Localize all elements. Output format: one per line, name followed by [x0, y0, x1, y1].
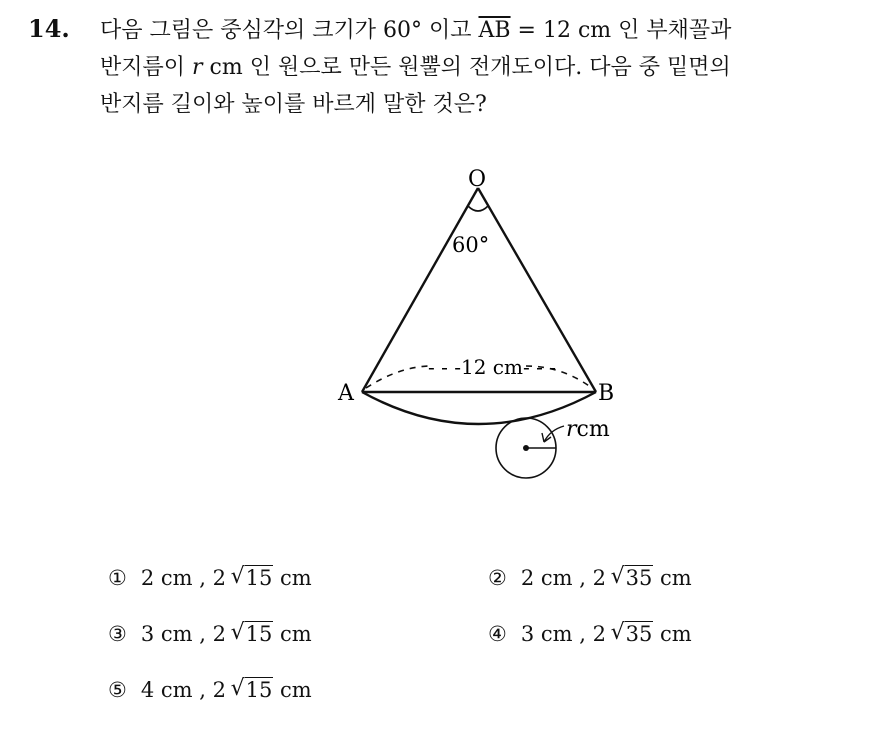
choice-radius: 3 cm , 2 — [520, 622, 606, 646]
radicand: 35 — [625, 622, 653, 646]
question-line-2 — [100, 49, 870, 86]
choice-row-1 — [108, 566, 868, 622]
sector-arc — [362, 392, 596, 424]
choice-radius: 2 cm , 2 — [520, 566, 606, 590]
radicand: 15 — [245, 566, 273, 590]
segment-ab: $\overline{AB}$ — [478, 18, 511, 43]
choice-unit: cm — [660, 622, 692, 646]
question-line-1-b: = 12 cm 인 부채꼴과 — [510, 18, 732, 43]
question-text — [100, 12, 870, 123]
radicand: 35 — [625, 566, 653, 590]
choice-radius: 3 cm , 2 — [140, 622, 226, 646]
question-number: 14. — [28, 14, 70, 43]
cone-net-figure — [300, 160, 640, 500]
choice-mark: ③ — [108, 622, 127, 646]
choice-mark: ② — [488, 566, 507, 590]
choice-mark: ④ — [488, 622, 507, 646]
angle-arc — [468, 206, 488, 211]
sqrt-expression — [613, 566, 654, 590]
choice-row-2 — [108, 622, 868, 678]
choice-mark: ⑤ — [108, 678, 127, 702]
choice-row-3 — [108, 678, 868, 734]
variable-r: r — [192, 55, 203, 80]
question-line-1 — [100, 12, 870, 49]
choice-unit: cm — [280, 566, 312, 590]
radius-label — [566, 417, 610, 442]
question-line-2-a: 반지름이 — [100, 55, 193, 80]
choice-radius: 2 cm , 2 — [140, 566, 226, 590]
choice-5[interactable] — [108, 678, 312, 702]
choice-unit: cm — [280, 678, 312, 702]
radicand: 15 — [245, 678, 273, 702]
choice-3[interactable] — [108, 622, 312, 646]
angle-label: 60° — [452, 233, 490, 257]
question-line-1-a: 다음 그림은 중심각의 크기가 60° 이고 — [100, 18, 479, 43]
choice-4[interactable] — [488, 622, 692, 646]
label-b: B — [598, 381, 615, 406]
choice-2[interactable] — [488, 566, 692, 590]
sqrt-expression — [613, 622, 654, 646]
label-a: A — [338, 381, 354, 406]
sqrt-expression — [233, 566, 274, 590]
question-line-3: 반지름 길이와 높이를 바르게 말한 것은? — [100, 92, 487, 117]
choice-mark: ① — [108, 566, 127, 590]
choice-radius: 4 cm , 2 — [140, 678, 226, 702]
radius-var: r — [566, 417, 577, 442]
sqrt-expression — [233, 622, 274, 646]
radius-unit: cm — [576, 417, 610, 442]
length-label: - - -12 cm- - - — [428, 355, 556, 379]
answer-choices — [108, 566, 868, 734]
choice-1[interactable] — [108, 566, 312, 590]
radicand: 15 — [245, 622, 273, 646]
question-line-2-b: cm 인 원으로 만든 원뿔의 전개도이다. 다음 중 밑면의 — [202, 55, 731, 80]
label-o: O — [468, 167, 487, 192]
choice-unit: cm — [280, 622, 312, 646]
sqrt-expression — [233, 678, 274, 702]
choice-unit: cm — [660, 566, 692, 590]
